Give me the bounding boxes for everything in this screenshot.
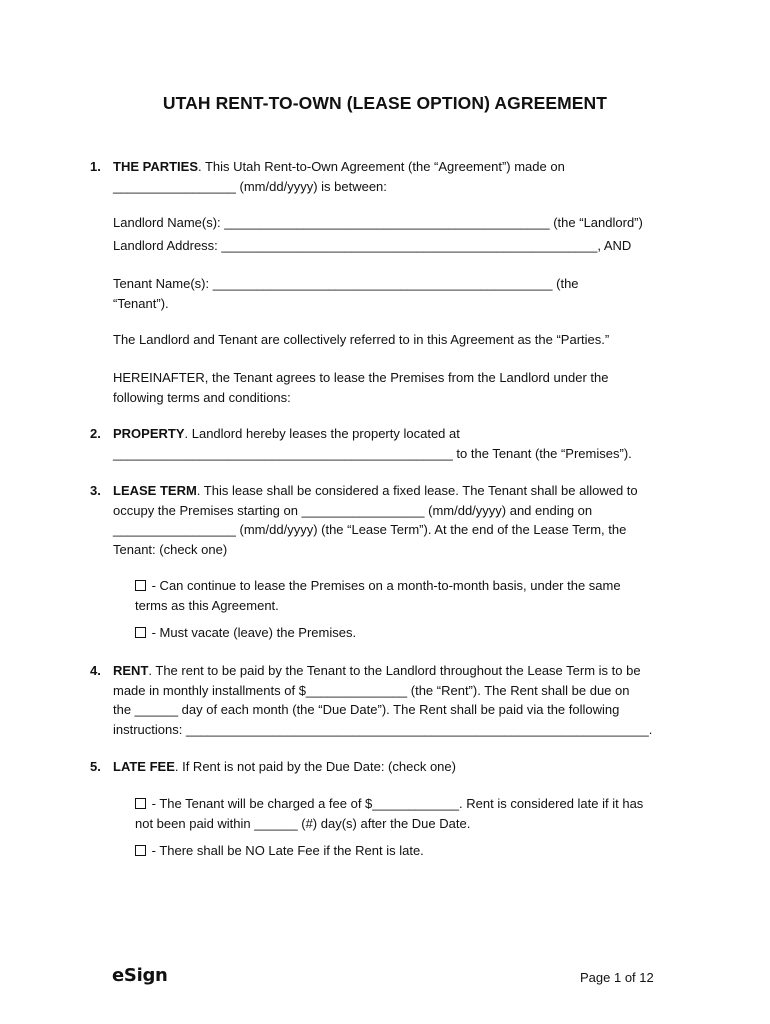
checkbox[interactable] (135, 627, 146, 638)
section-text: the ______ day of each month (the “Due Date”). The Rent shall be paid via the following (113, 702, 620, 717)
tenant-name-line: Tenant Name(s): _______________________________________________ (the (113, 276, 579, 291)
section-number: 5. (90, 759, 101, 774)
esign-logo: eSign (112, 965, 168, 986)
checkbox[interactable] (135, 798, 146, 809)
section-number: 2. (90, 426, 101, 441)
document-title: UTAH RENT-TO-OWN (LEASE OPTION) AGREEMENT (162, 93, 608, 113)
landlord-address-line: Landlord Address: ____________________________________________________, AND (113, 238, 632, 253)
late-fee-option-none (135, 841, 685, 861)
option-text: - Must vacate (leave) the Premises. (148, 625, 357, 640)
section-number: 1. (90, 159, 101, 174)
section-text: . The rent to be paid by the Tenant to the Landlord throughout the Lease Term is to be (148, 663, 641, 678)
option-text: terms as this Agreement. (135, 597, 279, 613)
section-text: made in monthly installments of $______________ (the “Rent”). The Rent shall be due on (113, 682, 630, 698)
lease-term-option-month-to-month (135, 576, 685, 615)
section-text: occupy the Premises starting on _________________ (mm/dd/yyyy) and ending on (113, 502, 593, 518)
parties-paragraph: The Landlord and Tenant are collectively referred to in this Agreement as the “Parties.” (113, 332, 610, 347)
late-fee-option-charged (135, 794, 685, 833)
section-heading: RENT (113, 663, 149, 678)
section-text: instructions: ________________________________________________________________. (113, 721, 653, 737)
paragraph-line: following terms and conditions: (113, 389, 291, 405)
section-text: . Landlord hereby leases the property located at (184, 426, 460, 441)
option-text: not been paid within ______ (#) day(s) after the Due Date. (135, 815, 471, 831)
page-number: Page 1 of 12 (580, 970, 654, 985)
checkbox[interactable] (135, 845, 146, 856)
section-number: 4. (90, 663, 101, 678)
section-heading: LEASE TERM (113, 483, 197, 498)
section-text: . This lease shall be considered a fixed lease. The Tenant shall be allowed to (196, 483, 638, 498)
option-text: - The Tenant will be charged a fee of $____________. Rent is considered late if it has (148, 796, 644, 811)
lease-term-option-vacate (135, 623, 685, 643)
section-heading: PROPERTY (113, 426, 185, 441)
section-heading: THE PARTIES (113, 159, 198, 174)
tenant-name-line: “Tenant”). (113, 295, 169, 311)
checkbox[interactable] (135, 580, 146, 591)
hereinafter-paragraph (113, 368, 688, 407)
option-text: - There shall be NO Late Fee if the Rent is late. (148, 843, 424, 858)
option-text: - Can continue to lease the Premises on a month-to-month basis, under the same (148, 578, 621, 593)
landlord-name-line: Landlord Name(s): _____________________________________________ (the “Landlord”) (113, 215, 643, 230)
section-text: _________________ (mm/dd/yyyy) is between: (113, 178, 387, 194)
section-text: . This Utah Rent-to-Own Agreement (the “Agreement”) made on (198, 159, 565, 174)
section-text: . If Rent is not paid by the Due Date: (check one) (174, 759, 456, 774)
paragraph-line: HEREINAFTER, the Tenant agrees to lease the Premises from the Landlord under the (113, 370, 609, 385)
section-heading: LATE FEE (113, 759, 175, 774)
section-text: _________________ (mm/dd/yyyy) (the “Lease Term”). At the end of the Lease Term, the (113, 522, 627, 537)
section-text: Tenant: (check one) (113, 541, 228, 557)
section-number: 3. (90, 483, 101, 498)
tenant-name-block (113, 274, 688, 313)
section-text: _______________________________________________ to the Tenant (the “Premises”). (113, 445, 632, 461)
